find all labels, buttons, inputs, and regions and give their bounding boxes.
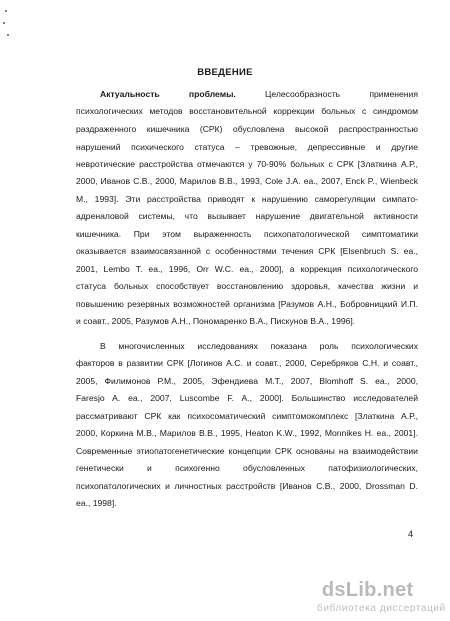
text-line-22: генетически и психогенно обусловленных патофизиологических, bbox=[76, 463, 418, 473]
text-line-8: адреналовой системы, что вызывает нарушение двигательной активности bbox=[76, 211, 418, 221]
watermark-domain: .net bbox=[376, 579, 414, 601]
text-line-15: В многочисленных исследованиях показана роль психологических bbox=[100, 341, 418, 351]
page-number: 4 bbox=[408, 529, 414, 539]
text-line-4: нарушений психического статуса – тревожные, депрессивные и другие bbox=[76, 142, 418, 152]
text-line-17: 2005, Филимонов Р.М., 2005, Эфендиева М.Т., 2007, Blomhoff S. ea., 2000, bbox=[76, 376, 418, 386]
watermark-subtitle: библиотека диссертаций bbox=[317, 603, 446, 614]
text-line-7: M., 1993]. Эти расстройства приводят к нарушению саморегуляции симпато- bbox=[76, 194, 418, 204]
text-line-9: кишечника. При этом выраженность психопатологической симптоматики bbox=[76, 229, 418, 239]
text-line-16: факторов в развитии СРК [Логинов А.С. и соавт., 2000, Серебряков С.Н. и соавт., bbox=[76, 358, 418, 368]
text-line-2: психологических методов восстановительной коррекции больных с синдромом bbox=[76, 106, 418, 116]
scan-margin-marks bbox=[2, 8, 14, 48]
text-line-18: Faresjo A. ea., 2007, Luscombe F. A., 2000]. Большинство исследователей bbox=[76, 393, 418, 403]
text-line-11: 2001, Lembo T. ea., 1996, Orr W.C. ea., 2000], а коррекция психологического bbox=[76, 264, 418, 274]
text-line-5: невротические расстройства отмечаются у 70-90% больных с СРК [Златкина А.Р., bbox=[76, 159, 418, 169]
text-line-20: 2000, Коркина М.В., Марилов В.В., 1995, Heaton K.W., 1992, Monnikes H. ea., 2001]. bbox=[76, 428, 418, 438]
text-line-6: 2000, Иванов С.В., 2000, Марилов В.В., 1993, Cole J.A. ea., 2007, Enck P., Wienbeck bbox=[76, 176, 418, 186]
page-heading: ВВЕДЕНИЕ bbox=[197, 67, 253, 78]
text-line-21: Современные этиопатогенетические концепции СРК основаны на взаимодействии bbox=[76, 446, 418, 456]
lead-term: Актуальность проблемы. bbox=[100, 89, 236, 99]
text-line-10: оказывается взаимосвязанной с особенностями течения СРК [Elsenbruch S. ea., bbox=[76, 246, 418, 256]
text-line-24: ea., 1998]. bbox=[76, 498, 117, 508]
text-line-23: психопатологических и личностных расстройств [Иванов С.В., 2000, Drossman D. bbox=[76, 481, 418, 491]
text-line-1: Актуальность проблемы. Целесообразность применения bbox=[100, 89, 418, 99]
watermark-brand: dsLib bbox=[321, 579, 377, 601]
text-line-14: и соавт., 2005, Разумов А.Н., Пономаренко В.А., Пискунов В.А., 1996]. bbox=[76, 316, 356, 326]
text-line-19: рассматривают СРК как психосоматический симптомокомплекс [Златкина А.Р., bbox=[76, 411, 418, 421]
watermark-link[interactable] bbox=[316, 579, 413, 602]
text-line-13: повышению резервных возможностей организма [Разумов А.Н., Бобровницкий И.П. bbox=[76, 299, 418, 309]
text-line-12: статуса больных способствует восстановлению здоровья, качества жизни и bbox=[76, 281, 418, 291]
text-line-3: раздраженного кишечника (СРК) обусловлена высокой распространностью bbox=[76, 124, 418, 134]
